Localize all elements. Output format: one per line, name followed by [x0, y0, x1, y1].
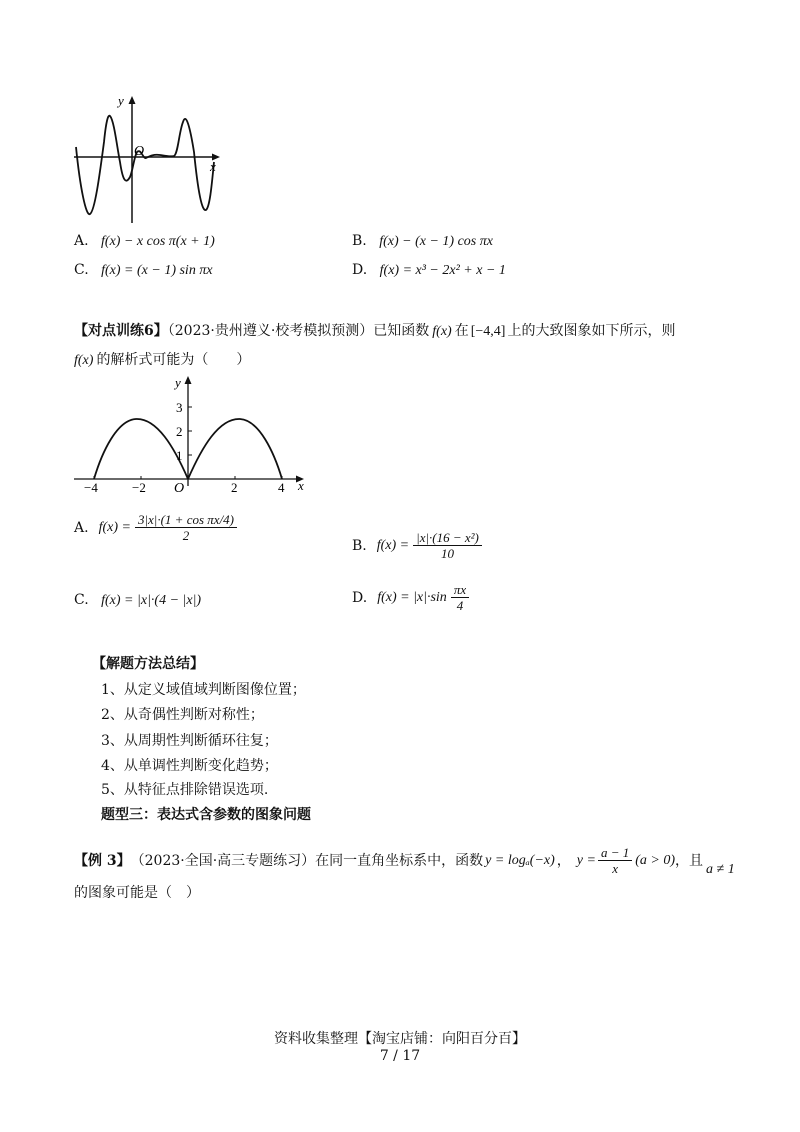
option-fraction	[413, 530, 482, 561]
example-source: （2023·全国·高三专题练习）在同一直角坐标系中，函数	[130, 852, 484, 869]
x-tick-label-neg4: −4	[84, 480, 98, 495]
option-letter: D.	[352, 262, 368, 278]
y-tick-label-3: 3	[176, 400, 183, 415]
q6-option-b[interactable]	[352, 530, 482, 561]
summary-item-5: 5、从特征点排除错误选项.	[101, 782, 269, 798]
x-axis-label: x	[298, 478, 304, 493]
y-tick-label-1: 1	[176, 448, 183, 463]
y-axis-label: y	[175, 375, 181, 390]
option-letter: B.	[352, 537, 367, 554]
question-6-line1	[74, 322, 675, 341]
fraction-denominator: 2	[182, 528, 190, 543]
prev-option-a[interactable]	[74, 233, 215, 250]
fraction-denominator: x	[612, 861, 618, 876]
summary-item-2: 2、从奇偶性判断对称性；	[101, 707, 264, 723]
function-2-condition: (a > 0)	[635, 852, 676, 868]
fraction-denominator: 4	[456, 598, 464, 613]
option-lhs: f(x) =	[376, 537, 410, 553]
example-3-line2: 的图象可能是（ ）	[74, 885, 200, 901]
prev-option-b[interactable]	[352, 233, 493, 250]
q6-option-a[interactable]	[74, 512, 237, 543]
graph-question-6	[72, 372, 312, 497]
y-axis-label: y	[118, 93, 124, 108]
graph-previous-question	[70, 92, 230, 227]
x-tick-label-4: 4	[278, 480, 285, 495]
function-name: f(x)	[432, 324, 452, 339]
option-letter: A.	[74, 519, 89, 536]
option-expr: f(x) − x cos π(x + 1)	[101, 234, 215, 249]
example-tag: 【例 3】	[74, 852, 131, 869]
fraction-numerator: a − 1	[598, 845, 632, 861]
prev-option-d[interactable]	[352, 262, 506, 279]
function-curve-right	[188, 419, 282, 479]
option-letter: B.	[352, 233, 367, 249]
y-axis-arrow	[185, 376, 192, 384]
parameter-condition: a ≠ 1	[706, 861, 735, 877]
option-lhs: f(x) = |x|·sin	[377, 589, 447, 605]
option-expr: f(x) = x³ − 2x² + x − 1	[379, 263, 506, 278]
option-fraction	[451, 582, 469, 613]
option-letter: D.	[352, 589, 368, 606]
summary-item-1: 1、从定义域值域判断图像位置；	[101, 682, 306, 698]
option-expr: f(x) − (x − 1) cos πx	[379, 234, 493, 249]
question-source: （2023·贵州遵义·校考模拟预测）已知函数	[167, 323, 430, 339]
option-fraction	[135, 512, 237, 543]
separator: ，	[556, 852, 571, 869]
origin-label: O	[174, 481, 185, 496]
word-in: 在	[454, 323, 469, 339]
x-tick-label-neg2: −2	[132, 480, 146, 495]
option-lhs: f(x) =	[98, 519, 131, 535]
function-curve	[76, 116, 214, 215]
option-expr: f(x) = (x − 1) sin πx	[101, 263, 213, 278]
summary-title: 【解题方法总结】	[92, 656, 204, 672]
fraction-numerator: |x|·(16 − x²)	[413, 530, 482, 546]
summary-item-4: 4、从单调性判断变化趋势；	[101, 758, 278, 774]
option-expr: f(x) = |x|·(4 − |x|)	[101, 593, 202, 608]
page-number: 7 / 17	[379, 1048, 421, 1064]
question-prompt: 的解析式可能为（ ）	[96, 352, 251, 368]
function-name: f(x)	[74, 353, 94, 368]
example-3-line1	[74, 845, 735, 876]
q6-option-d[interactable]	[352, 582, 469, 613]
fraction-numerator: πx	[451, 582, 469, 598]
question-rest: 上的大致图象如下所示，则	[507, 323, 676, 339]
q6-option-c[interactable]	[74, 592, 201, 609]
option-letter: C.	[74, 592, 89, 608]
interval: [−4,4]	[470, 324, 506, 339]
option-letter: A.	[74, 233, 89, 249]
function-2-lhs: y =	[576, 852, 596, 868]
y-axis-arrow	[129, 96, 136, 104]
function-1: y = logₐ(−x)	[485, 852, 555, 868]
summary-item-3: 3、从周期性判断循环往复；	[101, 733, 278, 749]
x-tick-label-2: 2	[231, 480, 238, 495]
prev-option-c[interactable]	[74, 262, 213, 279]
question-tag: 【对点训练6】	[74, 323, 168, 339]
x-axis-label: x	[210, 159, 216, 174]
fraction-numerator: 3|x|·(1 + cos πx/4)	[135, 512, 237, 528]
function-curve-left	[94, 419, 188, 479]
option-letter: C.	[74, 262, 89, 278]
example-tail: ，且	[675, 852, 704, 869]
section-title: 题型三：表达式含参数的图象问题	[101, 807, 311, 823]
question-6-line2	[74, 351, 250, 370]
footer-source: 资料收集整理【淘宝店铺：向阳百分百】	[274, 1031, 526, 1047]
fraction-denominator: 10	[441, 546, 454, 561]
origin-label: O	[134, 144, 145, 159]
y-tick-label-2: 2	[176, 424, 183, 439]
function-2-fraction	[598, 845, 632, 876]
